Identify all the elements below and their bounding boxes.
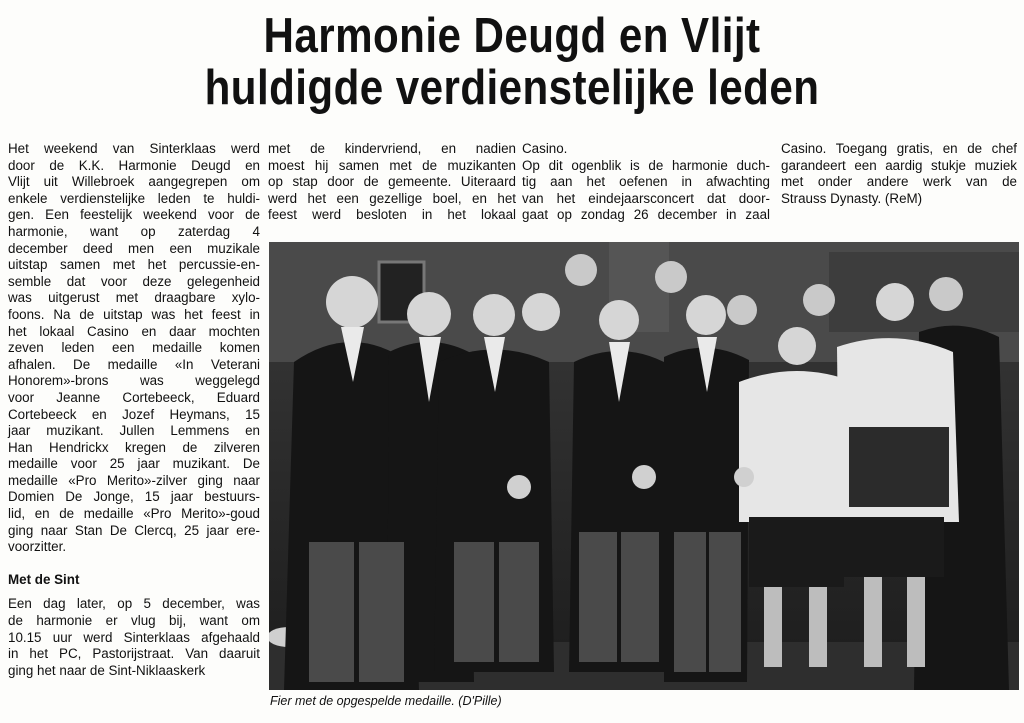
text-line: Domien De Jonge, 15 jaar bestuurs- — [8, 489, 260, 505]
headline — [72, 10, 953, 114]
subheading-met-de-sint: Met de Sint — [8, 571, 80, 587]
text-line: Vlijt uit Willebroek aangegrepen om — [8, 174, 260, 190]
text-line: december deed men een muzikale — [8, 240, 260, 256]
text-line: gaat op zondag 26 december in zaal — [522, 207, 770, 223]
group-photo — [269, 242, 1019, 690]
text-line: zeven leden een medaille komen — [8, 340, 260, 356]
text-line: foons. Na de uitstap was het feest in — [8, 306, 260, 322]
text-line: jaar muzikant. Jullen Lemmens en — [8, 423, 260, 439]
text-line: medaille «Pro Merito»-zilver ging naar — [8, 472, 260, 488]
text-line: was uitgerust met draagbare xylo- — [8, 290, 260, 306]
text-line: voorzitter. — [8, 539, 67, 555]
column-1-paragraph-2 — [8, 596, 260, 679]
text-line: 10.15 uur werd Sinterklaas afgehaald — [8, 629, 260, 645]
text-line: Het weekend van Sinterklaas werd — [8, 141, 260, 156]
text-line: Strauss Dynasty. (ReM) — [781, 190, 923, 206]
column-4-paragraph — [781, 141, 1017, 207]
text-line: garandeert een aardig stukje muziek — [781, 157, 1017, 173]
article-column-1 — [8, 141, 260, 679]
text-line: uitstap samen met het percussie-en- — [8, 257, 260, 273]
article-column-2 — [268, 141, 516, 224]
headline-line-2: huldigde verdienstelijke leden — [204, 61, 820, 115]
column-1-paragraph-1 — [8, 141, 260, 556]
text-line: moest hij samen met de muzikanten — [268, 157, 516, 173]
text-line: gen. Een feestelijk weekend voor de — [8, 207, 260, 223]
article-column-4 — [781, 141, 1017, 207]
text-line: afhalen. De medaille «In Veterani — [8, 356, 260, 372]
column-3-paragraph — [522, 141, 770, 224]
text-line: op stap door de gemeente. Uiteraard — [268, 174, 516, 190]
text-line: met onder andere werk van de — [781, 174, 1017, 190]
text-line: het lokaal Casino en daar mochten — [8, 323, 260, 339]
text-line: feest werd besloten in het lokaal — [268, 207, 516, 223]
text-line: door de K.K. Harmonie Deugd en — [8, 157, 260, 173]
text-line: van het eindejaarsconcert dat door- — [522, 190, 770, 206]
text-line: ging naar Stan De Clercq, 25 jaar ere- — [8, 522, 260, 538]
text-line: Han Hendrickx kregen de zilveren — [8, 439, 260, 455]
text-line: Casino. Toegang gratis, en de chef — [781, 141, 1017, 156]
text-line: met de kindervriend, en nadien — [268, 141, 516, 156]
headline-line-1: Harmonie Deugd en Vlijt — [263, 9, 761, 63]
text-line: Casino. — [522, 141, 568, 156]
photo-caption: Fier met de opgespelde medaille. (D'Pille) — [270, 694, 502, 708]
column-2-paragraph — [268, 141, 516, 224]
text-line: Honorem»-brons was weggelegd — [8, 373, 260, 389]
text-line: Een dag later, op 5 december, was — [8, 596, 260, 612]
text-line: enkele verdienstelijke leden te huldi- — [8, 190, 260, 206]
text-line: in het PC, Pastorijstraat. Van daaruit — [8, 646, 260, 662]
text-line: harmonie, want op zaterdag 4 — [8, 223, 260, 239]
article-column-3 — [522, 141, 770, 224]
text-line: ging het naar de Sint-Niklaaskerk — [8, 662, 206, 678]
text-line: lid, en de medaille «Pro Merito»-goud — [8, 506, 260, 522]
text-line: semble dat voor deze gelegenheid — [8, 273, 260, 289]
text-line: Op dit ogenblik is de harmonie duch- — [522, 157, 770, 173]
text-line: medaille voor 25 jaar muzikant. De — [8, 456, 260, 472]
text-line: werd het een gezellige boel, en het — [268, 190, 516, 206]
text-line: voor Jeanne Cortebeeck, Eduard — [8, 389, 260, 405]
text-line: de harmonie er vlug bij, want om — [8, 613, 260, 629]
text-line: tig aan het oefenen in afwachting — [522, 174, 770, 190]
group-photo-illustration — [269, 242, 1019, 690]
text-line: Cortebeeck en Jozef Heymans, 15 — [8, 406, 260, 422]
